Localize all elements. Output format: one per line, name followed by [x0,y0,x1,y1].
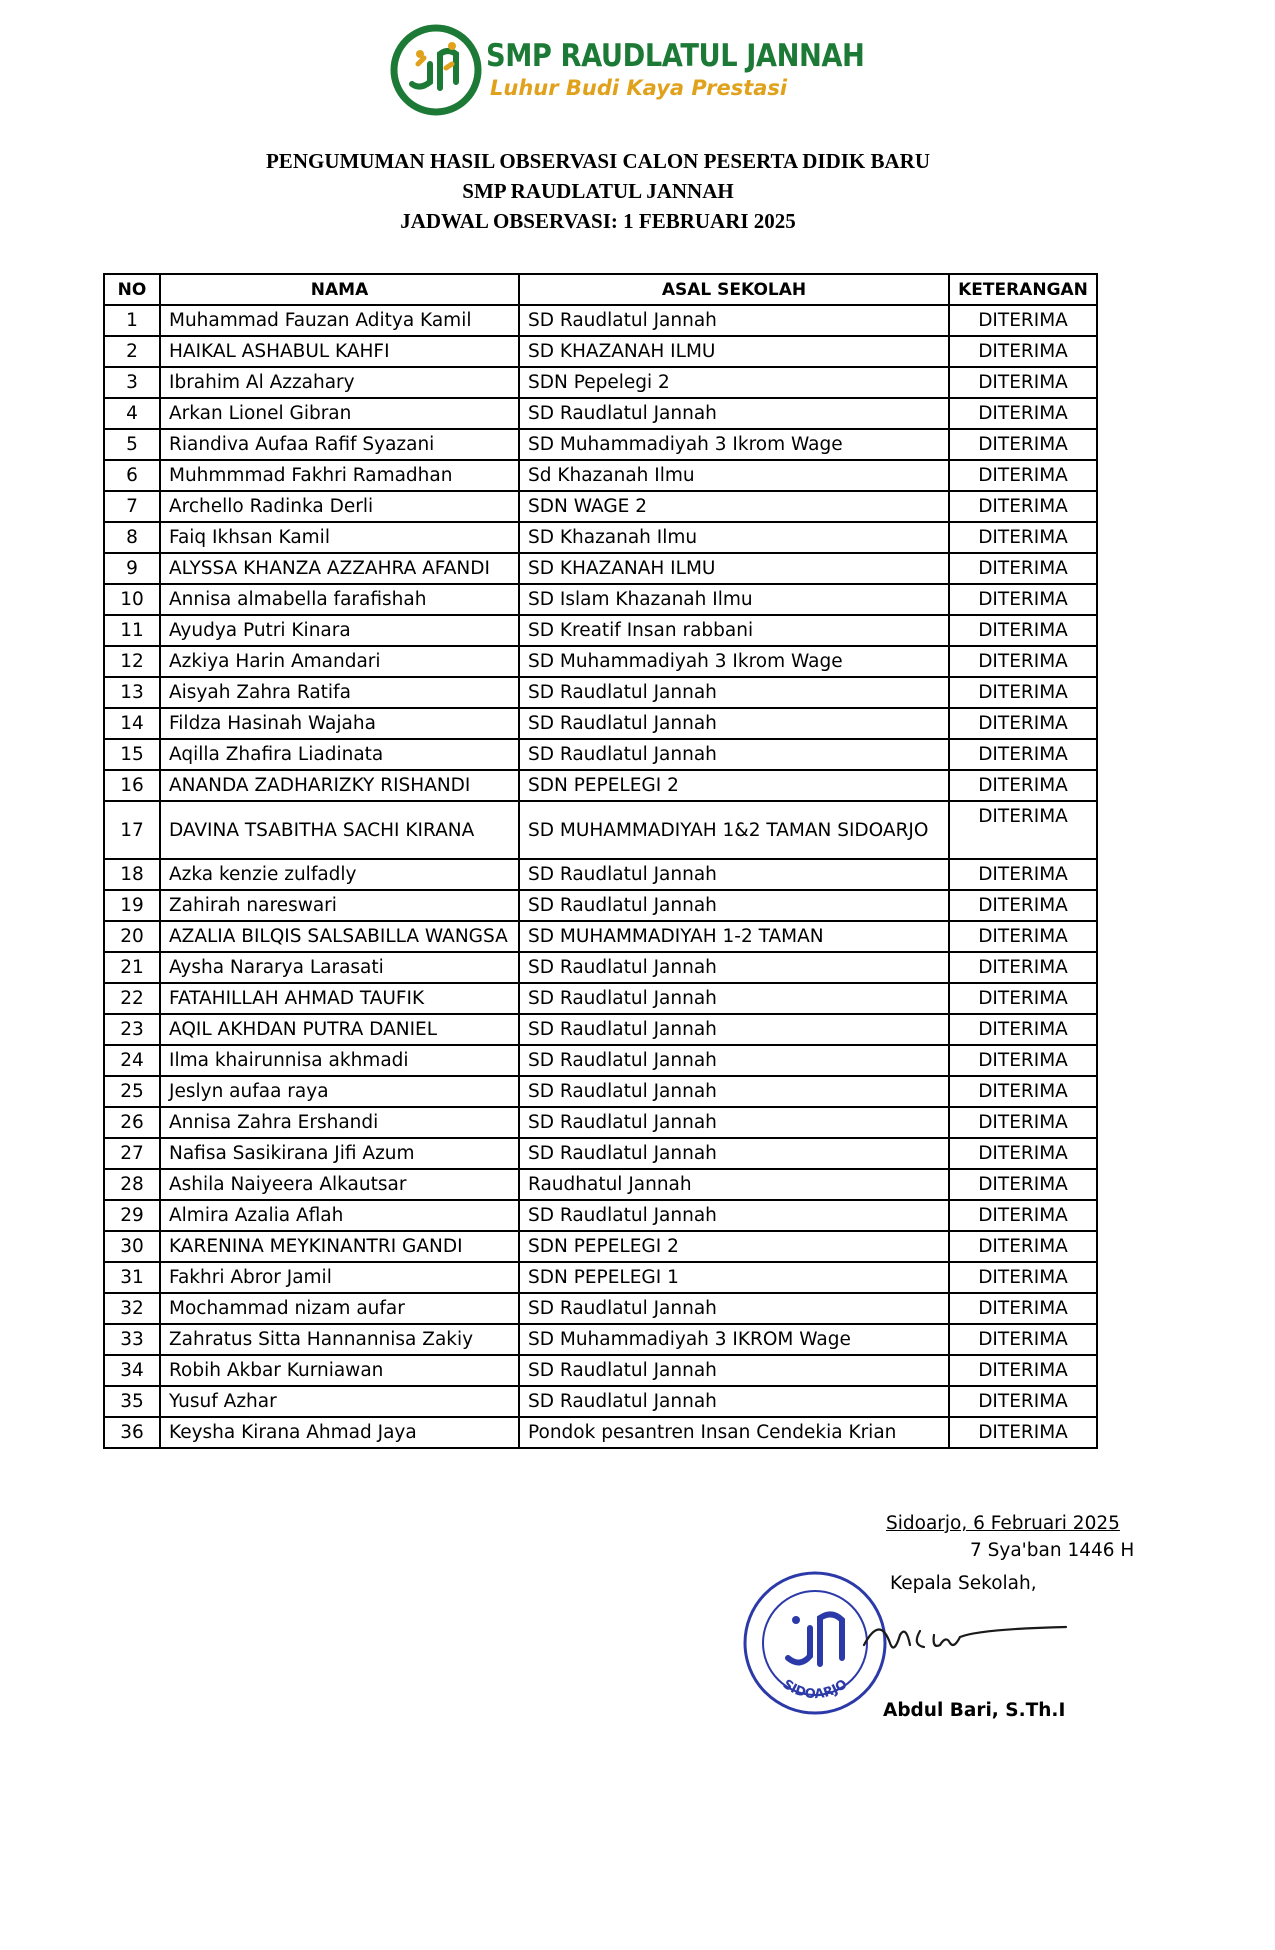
cell-keterangan: DITERIMA [949,983,1097,1014]
table-row [104,336,1097,367]
cell-keterangan: DITERIMA [949,1014,1097,1045]
cell-nama: Mochammad nizam aufar [160,1293,519,1324]
cell-no: 2 [104,336,160,367]
cell-no: 34 [104,1355,160,1386]
cell-nama: Ashila Naiyeera Alkautsar [160,1169,519,1200]
table-row [104,739,1097,770]
cell-asal-sekolah: SD KHAZANAH ILMU [519,336,949,367]
cell-no: 21 [104,952,160,983]
cell-no: 5 [104,429,160,460]
table-row [104,952,1097,983]
cell-keterangan: DITERIMA [949,584,1097,615]
table-row [104,584,1097,615]
cell-no: 13 [104,677,160,708]
table-row [104,1169,1097,1200]
cell-keterangan: DITERIMA [949,1200,1097,1231]
table-row [104,1200,1097,1231]
cell-keterangan: DITERIMA [949,739,1097,770]
cell-no: 23 [104,1014,160,1045]
title-line-3: JADWAL OBSERVASI: 1 FEBRUARI 2025 [400,209,796,233]
cell-no: 8 [104,522,160,553]
cell-keterangan: DITERIMA [949,1262,1097,1293]
cell-asal-sekolah: SD Raudlatul Jannah [519,1107,949,1138]
cell-nama: Zahratus Sitta Hannannisa Zakiy [160,1324,519,1355]
cell-nama: Ilma khairunnisa akhmadi [160,1045,519,1076]
cell-no: 26 [104,1107,160,1138]
cell-keterangan: DITERIMA [949,1293,1097,1324]
cell-keterangan: DITERIMA [949,1324,1097,1355]
cell-no: 15 [104,739,160,770]
table-row [104,1045,1097,1076]
table-row [104,801,1097,859]
title-line-1: PENGUMUMAN HASIL OBSERVASI CALON PESERTA DIDIK BARU [265,149,931,173]
cell-no: 11 [104,615,160,646]
header-nama: NAMA [160,274,519,305]
cell-asal-sekolah: SD Raudlatul Jannah [519,952,949,983]
cell-nama: Ayudya Putri Kinara [160,615,519,646]
cell-keterangan: DITERIMA [949,1355,1097,1386]
cell-nama: Almira Azalia Aflah [160,1200,519,1231]
table-row [104,983,1097,1014]
cell-asal-sekolah: SD MUHAMMADIYAH 1&2 TAMAN SIDOARJO [519,801,949,859]
cell-no: 27 [104,1138,160,1169]
cell-no: 6 [104,460,160,491]
cell-asal-sekolah: Raudhatul Jannah [519,1169,949,1200]
cell-keterangan: DITERIMA [949,708,1097,739]
cell-asal-sekolah: SD Raudlatul Jannah [519,983,949,1014]
table-row [104,646,1097,677]
cell-nama: AQIL AKHDAN PUTRA DANIEL [160,1014,519,1045]
cell-no: 25 [104,1076,160,1107]
cell-keterangan: DITERIMA [949,1138,1097,1169]
cell-nama: Annisa almabella farafishah [160,584,519,615]
table-row [104,890,1097,921]
cell-nama: HAIKAL ASHABUL KAHFI [160,336,519,367]
cell-keterangan: DITERIMA [949,305,1097,336]
cell-no: 28 [104,1169,160,1200]
cell-no: 32 [104,1293,160,1324]
cell-nama: Fildza Hasinah Wajaha [160,708,519,739]
cell-asal-sekolah: SD Khazanah Ilmu [519,522,949,553]
cell-no: 18 [104,859,160,890]
cell-asal-sekolah: SD Raudlatul Jannah [519,1014,949,1045]
cell-nama: Muhammad Fauzan Aditya Kamil [160,305,519,336]
cell-no: 24 [104,1045,160,1076]
cell-nama: Riandiva Aufaa Rafif Syazani [160,429,519,460]
table-row [104,398,1097,429]
cell-nama: Muhmmmad Fakhri Ramadhan [160,460,519,491]
cell-nama: DAVINA TSABITHA SACHI KIRANA [160,801,519,859]
cell-nama: AZALIA BILQIS SALSABILLA WANGSA [160,921,519,952]
school-tagline: Luhur Budi Kaya Prestasi [490,76,788,100]
cell-asal-sekolah: SDN PEPELEGI 2 [519,1231,949,1262]
cell-nama: KARENINA MEYKINANTRI GANDI [160,1231,519,1262]
cell-nama: Nafisa Sasikirana Jifi Azum [160,1138,519,1169]
cell-keterangan: DITERIMA [949,921,1097,952]
cell-asal-sekolah: SD Raudlatul Jannah [519,305,949,336]
table-row [104,1324,1097,1355]
table-header-row [104,274,1097,305]
cell-asal-sekolah: SD Raudlatul Jannah [519,739,949,770]
cell-asal-sekolah: SD Islam Khazanah Ilmu [519,584,949,615]
table-row [104,1014,1097,1045]
cell-asal-sekolah: SD Raudlatul Jannah [519,1076,949,1107]
cell-keterangan: DITERIMA [949,491,1097,522]
cell-nama: Archello Radinka Derli [160,491,519,522]
cell-nama: Annisa Zahra Ershandi [160,1107,519,1138]
signatory-position: Kepala Sekolah, [890,1573,1037,1594]
cell-no: 31 [104,1262,160,1293]
cell-keterangan: DITERIMA [949,1386,1097,1417]
cell-nama: Yusuf Azhar [160,1386,519,1417]
results-table [103,273,1098,1449]
cell-asal-sekolah: Pondok pesantren Insan Cendekia Krian [519,1417,949,1448]
cell-no: 16 [104,770,160,801]
cell-nama: Faiq Ikhsan Kamil [160,522,519,553]
cell-asal-sekolah: SD Muhammadiyah 3 Ikrom Wage [519,646,949,677]
cell-keterangan: DITERIMA [949,429,1097,460]
table-row [104,708,1097,739]
table-row [104,460,1097,491]
cell-asal-sekolah: SD Raudlatul Jannah [519,398,949,429]
table-row [104,491,1097,522]
cell-keterangan: DITERIMA [949,801,1097,859]
school-logo-header [390,24,916,116]
table-row [104,522,1097,553]
cell-asal-sekolah: SD Raudlatul Jannah [519,1045,949,1076]
cell-keterangan: DITERIMA [949,646,1097,677]
table-row [104,553,1097,584]
cell-asal-sekolah: SD KHAZANAH ILMU [519,553,949,584]
cell-asal-sekolah: SD Raudlatul Jannah [519,708,949,739]
cell-asal-sekolah: SD Raudlatul Jannah [519,677,949,708]
cell-nama: Aqilla Zhafira Liadinata [160,739,519,770]
cell-keterangan: DITERIMA [949,1045,1097,1076]
cell-no: 35 [104,1386,160,1417]
cell-keterangan: DITERIMA [949,615,1097,646]
cell-keterangan: DITERIMA [949,770,1097,801]
cell-nama: Ibrahim Al Azzahary [160,367,519,398]
cell-asal-sekolah: SD Kreatif Insan rabbani [519,615,949,646]
cell-nama: Robih Akbar Kurniawan [160,1355,519,1386]
cell-nama: Azkiya Harin Amandari [160,646,519,677]
cell-no: 7 [104,491,160,522]
cell-nama: Azka kenzie zulfadly [160,859,519,890]
header-asal-sekolah: ASAL SEKOLAH [519,274,949,305]
cell-asal-sekolah: SD Raudlatul Jannah [519,1138,949,1169]
cell-no: 3 [104,367,160,398]
cell-no: 19 [104,890,160,921]
cell-no: 30 [104,1231,160,1262]
table-row [104,1417,1097,1448]
table-row [104,1076,1097,1107]
cell-asal-sekolah: SD Raudlatul Jannah [519,1293,949,1324]
table-row [104,615,1097,646]
cell-keterangan: DITERIMA [949,367,1097,398]
cell-asal-sekolah: SD Raudlatul Jannah [519,1200,949,1231]
cell-asal-sekolah: SD Raudlatul Jannah [519,1355,949,1386]
cell-keterangan: DITERIMA [949,1076,1097,1107]
cell-keterangan: DITERIMA [949,859,1097,890]
cell-nama: Aisyah Zahra Ratifa [160,677,519,708]
cell-no: 14 [104,708,160,739]
cell-nama: Jeslyn aufaa raya [160,1076,519,1107]
cell-keterangan: DITERIMA [949,336,1097,367]
cell-nama: ANANDA ZADHARIZKY RISHANDI [160,770,519,801]
table-row [104,677,1097,708]
table-row [104,429,1097,460]
title-line-2: SMP RAUDLATUL JANNAH [462,179,734,203]
cell-no: 20 [104,921,160,952]
cell-no: 9 [104,553,160,584]
cell-no: 10 [104,584,160,615]
cell-keterangan: DITERIMA [949,952,1097,983]
cell-asal-sekolah: SDN WAGE 2 [519,491,949,522]
cell-no: 12 [104,646,160,677]
cell-keterangan: DITERIMA [949,1107,1097,1138]
table-row [104,1355,1097,1386]
cell-no: 33 [104,1324,160,1355]
cell-asal-sekolah: SD Raudlatul Jannah [519,890,949,921]
school-emblem-icon [390,24,482,116]
cell-asal-sekolah: SDN Pepelegi 2 [519,367,949,398]
table-row [104,1293,1097,1324]
cell-keterangan: DITERIMA [949,398,1097,429]
table-row [104,1138,1097,1169]
signatory-name: Abdul Bari, S.Th.I [883,1700,1066,1721]
cell-asal-sekolah: SD MUHAMMADIYAH 1-2 TAMAN [519,921,949,952]
svg-text:SIDOARJO: SIDOARJO [779,1676,851,1703]
cell-asal-sekolah: SDN PEPELEGI 2 [519,770,949,801]
cell-asal-sekolah: SDN PEPELEGI 1 [519,1262,949,1293]
cell-nama: Keysha Kirana Ahmad Jaya [160,1417,519,1448]
cell-asal-sekolah: SD Muhammadiyah 3 IKROM Wage [519,1324,949,1355]
table-row [104,367,1097,398]
cell-nama: Zahirah nareswari [160,890,519,921]
school-name: SMP RAUDLATUL JANNAH [486,38,865,74]
header-keterangan: KETERANGAN [949,274,1097,305]
cell-asal-sekolah: SD Muhammadiyah 3 Ikrom Wage [519,429,949,460]
table-row [104,859,1097,890]
cell-nama: Aysha Nararya Larasati [160,952,519,983]
place-date: Sidoarjo, 6 Februari 2025 [886,1513,1120,1534]
table-row [104,921,1097,952]
cell-keterangan: DITERIMA [949,1417,1097,1448]
signature [860,1605,1070,1665]
table-row [104,770,1097,801]
cell-asal-sekolah: SD Raudlatul Jannah [519,1386,949,1417]
cell-keterangan: DITERIMA [949,1169,1097,1200]
cell-asal-sekolah: Sd Khazanah Ilmu [519,460,949,491]
hijri-date: 7 Sya'ban 1446 H [970,1540,1135,1561]
cell-keterangan: DITERIMA [949,522,1097,553]
cell-no: 36 [104,1417,160,1448]
cell-no: 17 [104,801,160,859]
table-row [104,305,1097,336]
cell-nama: Arkan Lionel Gibran [160,398,519,429]
cell-keterangan: DITERIMA [949,1231,1097,1262]
cell-keterangan: DITERIMA [949,460,1097,491]
cell-nama: ALYSSA KHANZA AZZAHRA AFANDI [160,553,519,584]
cell-nama: FATAHILLAH AHMAD TAUFIK [160,983,519,1014]
cell-no: 29 [104,1200,160,1231]
announcement-title-block [0,146,1196,236]
cell-no: 22 [104,983,160,1014]
table-row [104,1262,1097,1293]
cell-keterangan: DITERIMA [949,553,1097,584]
cell-asal-sekolah: SD Raudlatul Jannah [519,859,949,890]
cell-no: 4 [104,398,160,429]
cell-nama: Fakhri Abror Jamil [160,1262,519,1293]
cell-keterangan: DITERIMA [949,677,1097,708]
cell-no: 1 [104,305,160,336]
cell-keterangan: DITERIMA [949,890,1097,921]
header-no: NO [104,274,160,305]
table-row [104,1386,1097,1417]
table-row [104,1107,1097,1138]
table-row [104,1231,1097,1262]
